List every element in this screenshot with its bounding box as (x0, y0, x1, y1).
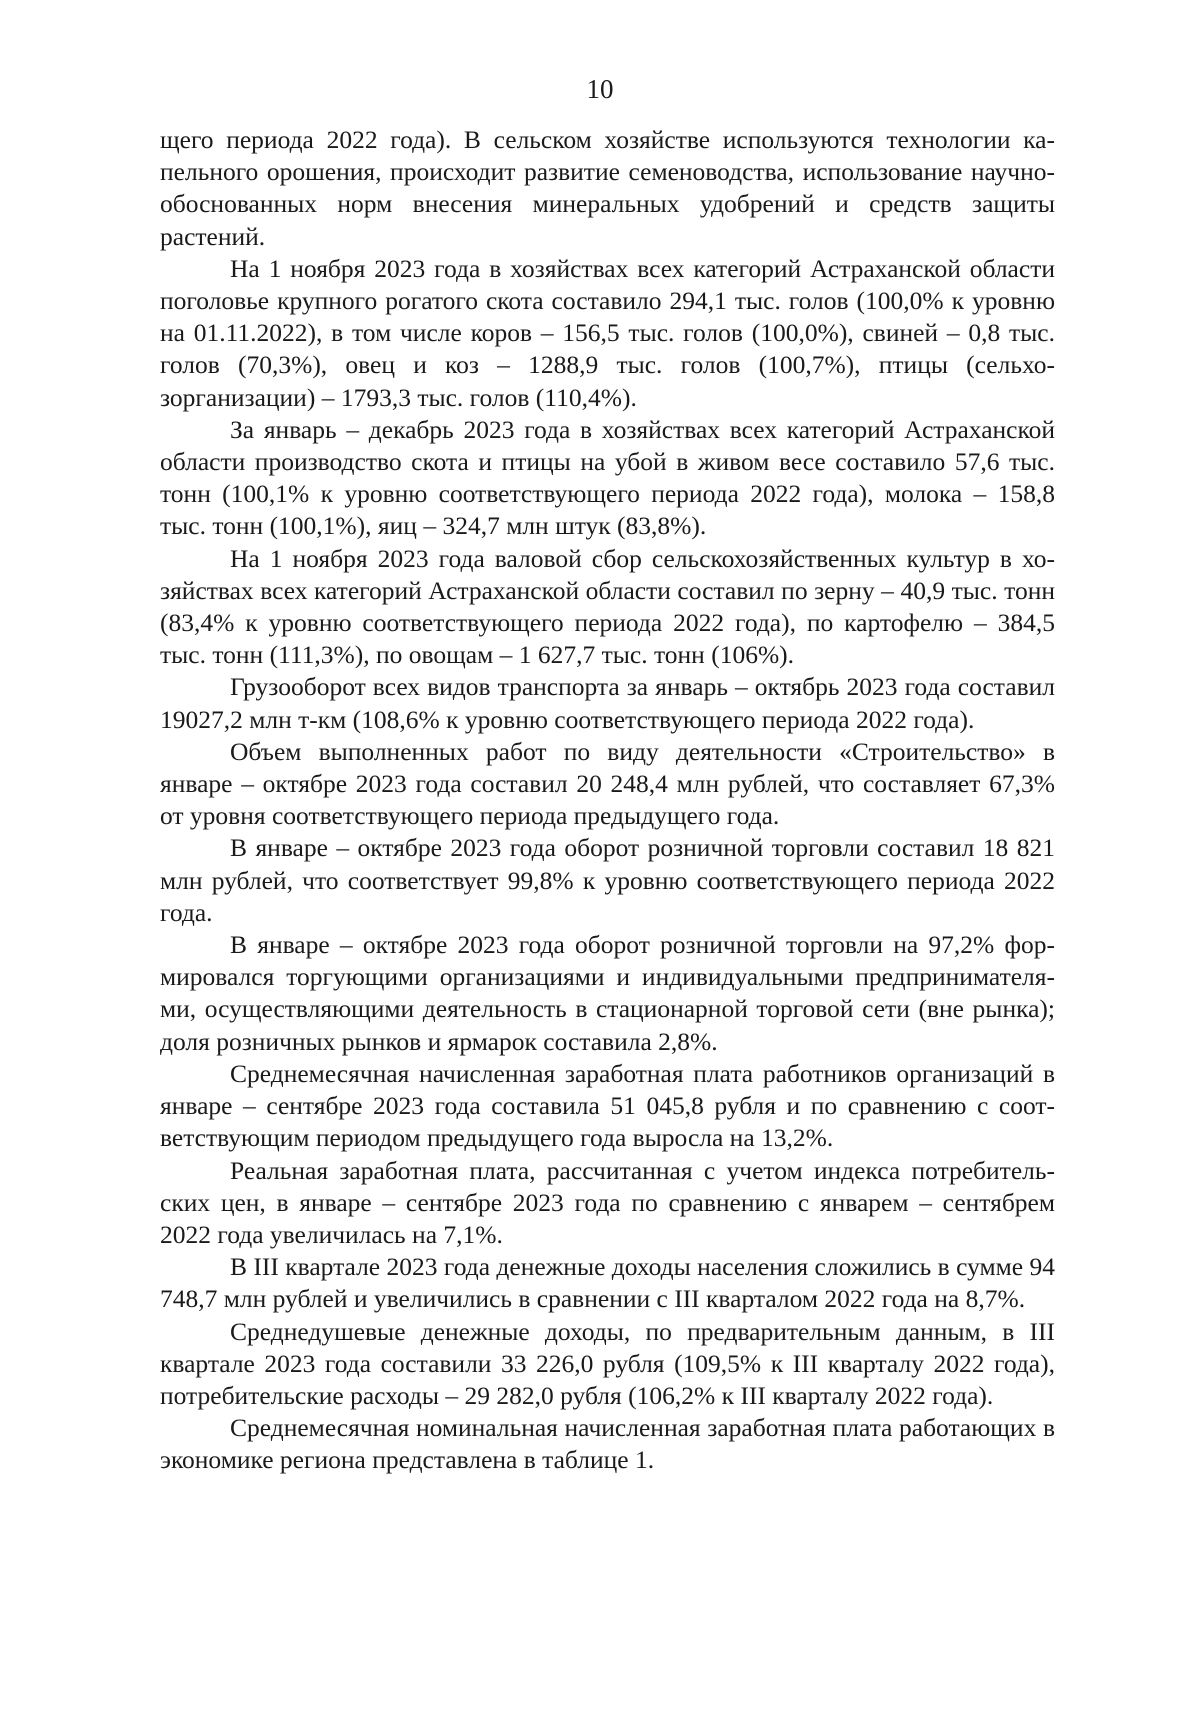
paragraph-12: Среднедушевые денежные доходы, по предварительным данным, в III квартале 2023 года составили 33 226,0 рубля (109,5% к III кварталу 2022 года), потребительские расходы – 29 282,0 рубля (106,2% к III кварталу 2022 года). (160, 1316, 1055, 1410)
paragraph-6: Объем выполненных работ по виду деятельности «Строительство» в январе – октябре 2023 года составил 20 248,4 млн рублей, что составляет 67,3% от уровня соответствующего периода предыдущего года. (160, 736, 1055, 831)
paragraph-4: На 1 ноября 2023 года валовой сбор сельскохозяйственных культур в хозяйствах всех категорий Астраханской области составил по зерну – 40,9 тыс. тонн (83,4% к уровню соответствующего периода 2022 года), по картофелю – 384,5 тыс. тонн (111,3%), по овощам – 1 627,7 тыс. тонн (106%). (160, 543, 1055, 670)
paragraph-11: В III квартале 2023 года денежные доходы населения сложились в сумме 94 748,7 млн рублей и увеличились в сравнении с III кварталом 2022 года на 8,7%. (160, 1252, 1055, 1314)
paragraph-2: На 1 ноября 2023 года в хозяйствах всех категорий Астраханской области поголовье крупного рогатого скота составило 294,1 тыс. голов (100,0% к уровню на 01.11.2022), в том числе коров – 156,5 тыс. голов (100,0%), свиней – 0,8 тыс. голов (70,3%), овец и коз – 1288,9 тыс. голов (100,7%), птицы (сельхозорганизации) – 1793,3 тыс. голов (110,4%). (160, 253, 1055, 412)
paragraph-9: Среднемесячная начисленная заработная плата работников организаций в январе – сентябре 2023 года составила 51 045,8 рубля и по сравнению с соответствующим периодом предыдущего года выросла на 13,2%. (160, 1058, 1055, 1153)
paragraph-3: За январь – декабрь 2023 года в хозяйствах всех категорий Астраханской области производство скота и птицы на убой в живом весе составило 57,6 тыс. тонн (100,1% к уровню соответствующего периода 2022 года), молока – 158,8 тыс. тонн (100,1%), яиц – 324,7 млн штук (83,8%). (160, 414, 1055, 541)
paragraph-8: В январе – октябре 2023 года оборот розничной торговли на 97,2% формировался торгующими организациями и индивидуальными предпринимателями, осуществляющими деятельность в стационарной торговой сети (вне рынка); доля розничных рынков и ярмарок составила 2,8%. (160, 930, 1055, 1056)
body-text (160, 124, 1055, 1477)
paragraph-5: Грузооборот всех видов транспорта за январь – октябрь 2023 года составил 19027,2 млн т-км (108,6% к уровню соответствующего периода 2022 года). (160, 672, 1055, 734)
paragraph-10: Реальная заработная плата, рассчитанная с учетом индекса потребительских цен, в январе – сентябре 2023 года по сравнению с январем – сентябрем 2022 года увеличилась на 7,1%. (160, 1155, 1055, 1249)
paragraph-1: щего периода 2022 года). В сельском хозяйстве используются технологии капельного орошения, происходит развитие семеноводства, использование научно-обоснованных норм внесения минеральных удобрений и средств защиты растений. (160, 125, 1055, 251)
paragraph-13: Среднемесячная номинальная начисленная заработная плата работающих в экономике региона представлена в таблице 1. (160, 1413, 1055, 1475)
paragraph-7: В январе – октябре 2023 года оборот розничной торговли составил 18 821 млн рублей, что соответствует 99,8% к уровню соответствующего периода 2022 года. (160, 833, 1055, 927)
page-number: 10 (586, 74, 614, 104)
